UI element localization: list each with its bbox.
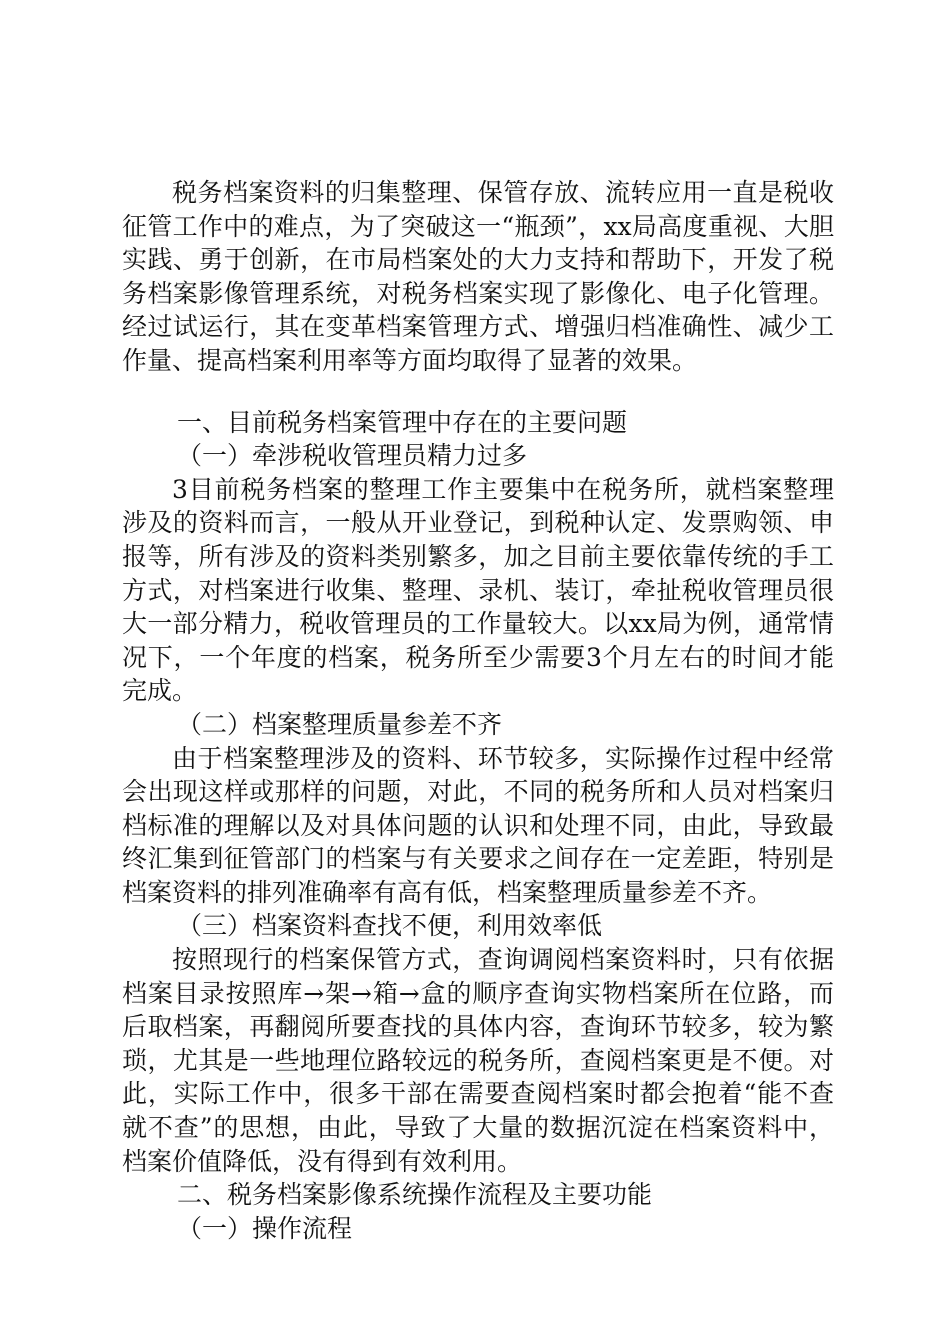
subsection-heading-1-2: （二）档案整理质量参差不齐 [177, 709, 503, 739]
body-paragraph-1-2: 由于档案整理涉及的资料、环节较多，实际操作过程中经常会出现这样或那样的问题，对此，不同的税务所和人员对档案归档标准的理解以及对具体问题的认识和处理不同，由此，导致最终汇集到征管部门的档案与有关要求之间存在一定差距，特别是档案资料的排列准确率有高有低，档案整理质量参差不齐。 [122, 743, 834, 907]
subsection-heading-2-1: （一）操作流程 [177, 1213, 353, 1243]
intro-paragraph: 税务档案资料的归集整理、保管存放、流转应用一直是税收征管工作中的难点，为了突破这一“瓶颈”，xx局高度重视、大胆实践、勇于创新，在市局档案处的大力支持和帮助下，开发了税务档案影像管理系统，对税务档案实现了影像化、电子化管理。经过试运行，其在变革档案管理方式、增强归档准确性、减少工作量、提高档案利用率等方面均取得了显著的效果。 [122, 178, 834, 375]
section-heading-1: 一、目前税务档案管理中存在的主要问题 [177, 407, 628, 437]
body-paragraph-1-3: 按照现行的档案保管方式，查询调阅档案资料时，只有依据档案目录按照库→架→箱→盒的顺序查询实物档案所在位路，而后取档案，再翻阅所要查找的具体内容，查询环节较多，较为繁琐，尤其是一些地理位路较远的税务所，查阅档案更是不便。对此，实际工作中，很多干部在需要查阅档案时都会抱着“能不查就不查”的思想，由此，导致了大量的数据沉淀在档案资料中，档案价值降低，没有得到有效利用。 [122, 945, 834, 1176]
subsection-heading-1-3: （三）档案资料查找不便，利用效率低 [177, 911, 603, 941]
subsection-heading-1-1: （一）牵涉税收管理员精力过多 [177, 441, 528, 471]
section-heading-2: 二、税务档案影像系统操作流程及主要功能 [177, 1180, 653, 1210]
paragraph-spacer [122, 378, 834, 406]
document-body [122, 176, 834, 1245]
body-paragraph-1-1: 3目前税务档案的整理工作主要集中在税务所，就档案整理涉及的资料而言，一般从开业登记，到税种认定、发票购领、申报等，所有涉及的资料类别繁多，加之目前主要依靠传统的手工方式，对档案进行收集、整理、录机、装订，牵扯税收管理员很大一部分精力，税收管理员的工作量较大。以xx局为例，通常情况下，一个年度的档案，税务所至少需要3个月左右的时间才能完成。 [122, 474, 834, 706]
